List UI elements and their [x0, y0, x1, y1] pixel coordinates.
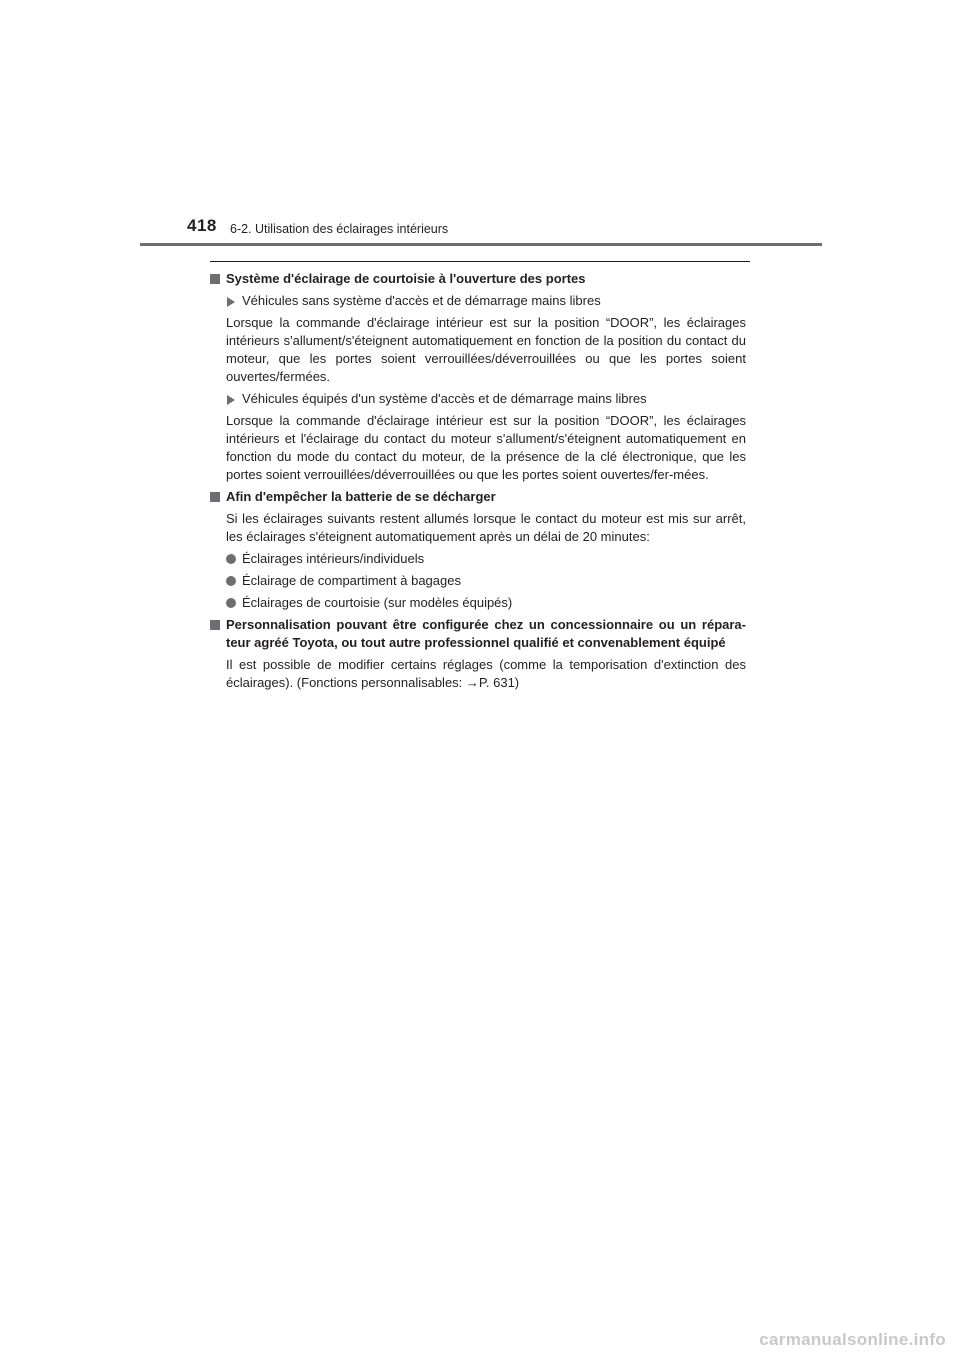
subheading-text: Véhicules sans système d'accès et de démarrage mains libres [242, 293, 601, 308]
heading-text: Système d'éclairage de courtoisie à l'ouverture des portes [226, 271, 586, 286]
section-heading-customization [210, 616, 746, 652]
page-content [210, 270, 746, 696]
subheading-with-smart-key [210, 390, 746, 408]
watermark: carmanualsonline.info [759, 1330, 946, 1349]
header-rule [140, 243, 822, 246]
paragraph: Lorsque la commande d'éclairage intérieur est sur la position “DOOR”, les éclairages intérieurs s'allument/s'éteignent automatiquement en fonction de la position du contact du moteur, que les portes soient verrouillées/déverrouillées ou que les portes soient ouvertes/fermées. [226, 315, 746, 384]
triangle-right-icon [227, 395, 235, 405]
subheading-without-smart-key [210, 292, 746, 310]
list-item-text: Éclairage de compartiment à bagages [242, 573, 461, 588]
heading-text: Afin d'empêcher la batterie de se décharger [226, 489, 496, 504]
circle-bullet-icon [226, 554, 236, 564]
square-icon [210, 492, 220, 502]
list-item-text: Éclairages intérieurs/individuels [242, 551, 425, 566]
section-heading-battery [210, 488, 746, 506]
triangle-right-icon [227, 297, 235, 307]
section-rule [210, 261, 750, 262]
chapter-title: 6-2. Utilisation des éclairages intérieurs [230, 222, 449, 236]
subheading-text: Véhicules équipés d'un système d'accès et de démarrage mains libres [242, 391, 647, 406]
list-item-text: Éclairages de courtoisie (sur modèles équipés) [242, 595, 513, 610]
heading-text: Personnalisation pouvant être configurée chez un concessionnaire ou un répara-teur agréé Toyota, ou tout autre professionnel qualifié et convenablement équipé [226, 617, 746, 650]
paragraph: Lorsque la commande d'éclairage intérieur est sur la position “DOOR”, les éclairages intérieurs et l'éclairage du contact du moteur s'allument/s'éteignent automatiquement en fonction du mode du contact du moteur, de la présence de la clé électronique, que les portes soient verrouillées/déverrouillées ou que les portes soient ouvertes/fer-mées. [226, 413, 746, 482]
list-item [210, 550, 746, 568]
square-icon [210, 620, 220, 630]
page-number: 418 [187, 216, 217, 235]
paragraph: Si les éclairages suivants restent allumés lorsque le contact du moteur est mis sur arrêt, les éclairages s'éteignent automatiquement après un délai de 20 minutes: [226, 511, 746, 544]
list-item [210, 594, 746, 612]
paragraph: Il est possible de modifier certains réglages (comme la temporisation d'extinction des éclairages). (Fonctions personnalisables: →P. 631) [226, 657, 746, 690]
section-heading-courtesy [210, 270, 746, 288]
list-item [210, 572, 746, 590]
square-icon [210, 274, 220, 284]
circle-bullet-icon [226, 576, 236, 586]
circle-bullet-icon [226, 598, 236, 608]
